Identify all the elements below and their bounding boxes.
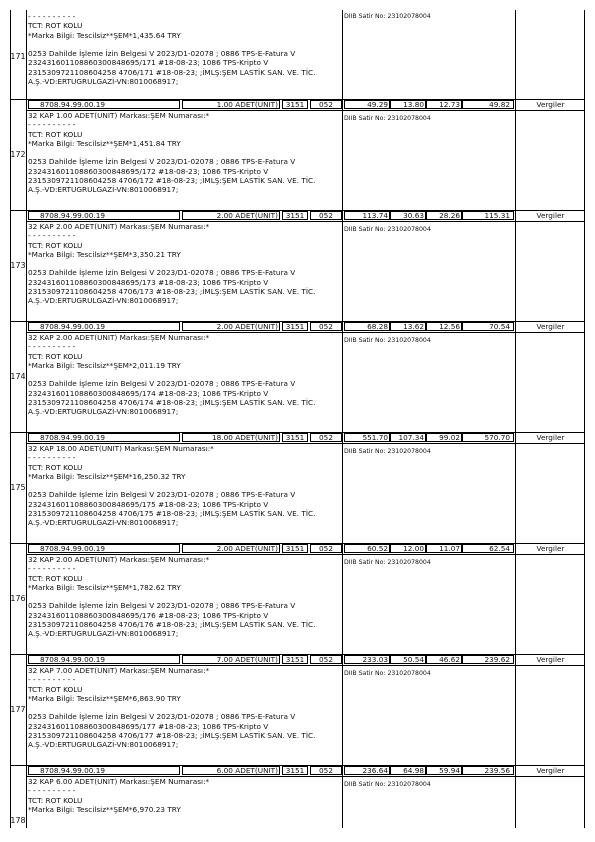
diib-line-number: DIIB Satir No: 23102078004	[344, 13, 431, 20]
description-line: TCT: ROT KOLU	[28, 684, 83, 694]
quantity: 2.00 ADET(UNIT)	[216, 544, 278, 553]
description-line	[28, 40, 346, 49]
code-1: 3151	[285, 100, 305, 109]
item-description	[28, 333, 346, 417]
description-line: *Marka Bilgi: Tescilsiz**ŞEM*2,011.19 TRY	[28, 360, 181, 370]
description-line: *Marka Bilgi: Tescilsiz**ŞEM*1,782.62 TRY	[28, 582, 181, 592]
description-line	[28, 148, 346, 157]
tax-label: Vergiler	[536, 655, 565, 664]
value-4: 239.56	[484, 766, 510, 775]
value-4: 570.70	[484, 433, 510, 442]
description-line: 232431601108860300848695/175 #18-08-23; 1086 TPS-Kripto V	[28, 499, 269, 509]
description-line: A.Ş.-VD:ERTUGRULGAZİ-VN:8010068917;	[28, 629, 179, 639]
code-2: 052	[319, 322, 333, 331]
description-line: A.Ş.-VD:ERTUGRULGAZİ-VN:8010068917;	[28, 518, 179, 528]
item-number: 172	[10, 150, 26, 159]
description-line: TCT: ROT KOLU	[28, 21, 83, 31]
description-line: TCT: ROT KOLU	[28, 573, 83, 583]
tax-label: Vergiler	[536, 211, 565, 220]
description-line: 32 KAP 7.00 ADET(UNIT) Markası:ŞEM Numarası:*	[28, 666, 210, 675]
item-number: 177	[10, 705, 26, 714]
description-line: 2315309721108604258 4706/177 #18-08-23; ;İMLŞ:ŞEM LASTİK SAN. VE. TİC.	[28, 731, 316, 741]
item-number: 173	[10, 261, 26, 270]
diib-line-number: DIIB Satir No: 23102078004	[344, 226, 431, 233]
description-line: 32 KAP 1.00 ADET(UNIT) Markası:ŞEM Numarası:*	[28, 111, 210, 120]
hs-code: 8708.94.99.00.19	[40, 544, 105, 553]
description-line: 32 KAP 2.00 ADET(UNIT) Markası:ŞEM Numarası:*	[28, 333, 210, 342]
hs-code: 8708.94.99.00.19	[40, 100, 105, 109]
description-line: - - - - - - - - - -	[28, 564, 76, 574]
value-2: 30.63	[403, 211, 424, 220]
item-description	[28, 111, 346, 195]
item-description	[28, 222, 346, 306]
description-line: A.Ş.-VD:ERTUGRULGAZİ-VN:8010068917;	[28, 740, 179, 750]
column-divider	[26, 10, 27, 828]
table-border-right	[584, 10, 585, 828]
description-line: 0253 Dahilde İşleme İzin Belgesi V 2023/D1-02078 ; 0886 TPS-E-Fatura V	[28, 601, 296, 611]
quantity: 6.00 ADET(UNIT)	[216, 766, 278, 775]
description-line: - - - - - - - - - -	[28, 12, 76, 21]
value-1: 113.74	[362, 211, 388, 220]
diib-line-number: DIIB Satir No: 23102078004	[344, 670, 431, 677]
description-line: 0253 Dahilde İşleme İzin Belgesi V 2023/D1-02078 ; 0886 TPS-E-Fatura V	[28, 490, 296, 500]
code-1: 3151	[285, 211, 305, 220]
value-3: 12.56	[439, 322, 460, 331]
description-line: A.Ş.-VD:ERTUGRULGAZİ-VN:8010068917;	[28, 185, 179, 195]
code-2: 052	[319, 766, 333, 775]
value-4: 115.31	[484, 211, 510, 220]
tax-label: Vergiler	[536, 766, 565, 775]
hs-code: 8708.94.99.00.19	[40, 211, 105, 220]
value-2: 12.00	[403, 544, 424, 553]
description-line	[28, 592, 346, 601]
value-4: 70.54	[489, 322, 510, 331]
description-line: 232431601108860300848695/173 #18-08-23; 1086 TPS-Kripto V	[28, 277, 269, 287]
description-line: TCT: ROT KOLU	[28, 240, 83, 250]
code-2: 052	[319, 211, 333, 220]
diib-line-number: DIIB Satir No: 23102078004	[344, 337, 431, 344]
description-line: *Marka Bilgi: Tescilsiz**ŞEM*1,435.64 TRY	[28, 30, 181, 40]
description-line: 32 KAP 2.00 ADET(UNIT) Markası:ŞEM Numarası:*	[28, 555, 210, 564]
hs-code: 8708.94.99.00.19	[40, 766, 105, 775]
item-number: 176	[10, 594, 26, 603]
description-line	[28, 259, 346, 268]
code-2: 052	[319, 433, 333, 442]
value-1: 236.64	[362, 766, 388, 775]
value-2: 13.62	[403, 322, 424, 331]
description-line: 0253 Dahilde İşleme İzin Belgesi V 2023/D1-02078 ; 0886 TPS-E-Fatura V	[28, 268, 296, 278]
description-line: - - - - - - - - - -	[28, 675, 76, 685]
item-number: 175	[10, 483, 26, 492]
item-number: 178	[10, 816, 26, 825]
description-line: 2315309721108604258 4706/173 #18-08-23; ;İMLŞ:ŞEM LASTİK SAN. VE. TİC.	[28, 287, 316, 297]
description-line: A.Ş.-VD:ERTUGRULGAZİ-VN:8010068917;	[28, 296, 179, 306]
diib-line-number: DIIB Satir No: 23102078004	[344, 448, 431, 455]
value-4: 62.54	[489, 544, 510, 553]
value-1: 68.28	[367, 322, 388, 331]
description-line: 2315309721108604258 4706/176 #18-08-23; ;İMLŞ:ŞEM LASTİK SAN. VE. TİC.	[28, 620, 316, 630]
code-2: 052	[319, 544, 333, 553]
code-1: 3151	[285, 433, 305, 442]
description-line: TCT: ROT KOLU	[28, 795, 83, 805]
description-line: *Marka Bilgi: Tescilsiz**ŞEM*1,451.84 TRY	[28, 138, 181, 148]
description-line: A.Ş.-VD:ERTUGRULGAZİ-VN:8010068917;	[28, 407, 179, 417]
description-line: TCT: ROT KOLU	[28, 129, 83, 139]
item-description	[28, 12, 346, 86]
quantity: 18.00 ADET(UNIT)	[212, 433, 278, 442]
column-divider	[515, 10, 516, 828]
item-number: 174	[10, 372, 26, 381]
description-line: 0253 Dahilde İşleme İzin Belgesi V 2023/D1-02078 ; 0886 TPS-E-Fatura V	[28, 49, 296, 59]
description-line: - - - - - - - - - -	[28, 231, 76, 241]
description-line: - - - - - - - - - -	[28, 342, 76, 352]
value-1: 551.70	[362, 433, 388, 442]
description-line: *Marka Bilgi: Tescilsiz**ŞEM*16,250.32 TRY	[28, 471, 186, 481]
value-2: 64.98	[403, 766, 424, 775]
description-line	[28, 370, 346, 379]
description-line: 232431601108860300848695/176 #18-08-23; 1086 TPS-Kripto V	[28, 610, 269, 620]
description-line	[28, 481, 346, 490]
diib-line-number: DIIB Satir No: 23102078004	[344, 115, 431, 122]
value-2: 50.54	[403, 655, 424, 664]
description-line: 2315309721108604258 4706/172 #18-08-23; ;İMLŞ:ŞEM LASTİK SAN. VE. TİC.	[28, 176, 316, 186]
value-3: 46.62	[439, 655, 460, 664]
hs-code: 8708.94.99.00.19	[40, 655, 105, 664]
description-line: 232431601108860300848695/177 #18-08-23; 1086 TPS-Kripto V	[28, 721, 269, 731]
value-3: 11.07	[439, 544, 460, 553]
description-line: 0253 Dahilde İşleme İzin Belgesi V 2023/D1-02078 ; 0886 TPS-E-Fatura V	[28, 712, 296, 722]
quantity: 7.00 ADET(UNIT)	[216, 655, 278, 664]
description-line: 2315309721108604258 4706/174 #18-08-23; ;İMLŞ:ŞEM LASTİK SAN. VE. TİC.	[28, 398, 316, 408]
description-line: 0253 Dahilde İşleme İzin Belgesi V 2023/D1-02078 ; 0886 TPS-E-Fatura V	[28, 157, 296, 167]
value-1: 60.52	[367, 544, 388, 553]
code-2: 052	[319, 655, 333, 664]
code-1: 3151	[285, 322, 305, 331]
description-line: *Marka Bilgi: Tescilsiz**ŞEM*3,350.21 TRY	[28, 249, 181, 259]
description-line: 2315309721108604258 4706/171 #18-08-23; ;İMLŞ:ŞEM LASTİK SAN. VE. TİC.	[28, 67, 316, 77]
tax-label: Vergiler	[536, 100, 565, 109]
description-line: TCT: ROT KOLU	[28, 351, 83, 361]
value-3: 12.73	[439, 100, 460, 109]
description-line	[28, 703, 346, 712]
code-2: 052	[319, 100, 333, 109]
diib-line-number: DIIB Satir No: 23102078004	[344, 559, 431, 566]
description-line: 0253 Dahilde İşleme İzin Belgesi V 2023/D1-02078 ; 0886 TPS-E-Fatura V	[28, 379, 296, 389]
value-4: 49.82	[489, 100, 510, 109]
description-line: - - - - - - - - - -	[28, 453, 76, 463]
description-line: 232431601108860300848695/174 #18-08-23; 1086 TPS-Kripto V	[28, 388, 269, 398]
diib-line-number: DIIB Satir No: 23102078004	[344, 781, 431, 788]
code-1: 3151	[285, 655, 305, 664]
value-3: 99.02	[439, 433, 460, 442]
description-line: 32 KAP 18.00 ADET(UNIT) Markası:ŞEM Numarası:*	[28, 444, 214, 453]
description-line: 232431601108860300848695/171 #18-08-23; 1086 TPS-Kripto V	[28, 58, 269, 68]
code-1: 3151	[285, 766, 305, 775]
description-line: 2315309721108604258 4706/175 #18-08-23; ;İMLŞ:ŞEM LASTİK SAN. VE. TİC.	[28, 509, 316, 519]
description-line: TCT: ROT KOLU	[28, 462, 83, 472]
value-1: 233.03	[362, 655, 388, 664]
item-description	[28, 666, 346, 750]
item-number: 171	[10, 52, 26, 61]
description-line: - - - - - - - - - -	[28, 786, 76, 796]
value-4: 239.62	[484, 655, 510, 664]
value-3: 28.26	[439, 211, 460, 220]
hs-code: 8708.94.99.00.19	[40, 322, 105, 331]
item-description	[28, 555, 346, 639]
value-2: 13.80	[403, 100, 424, 109]
description-line: 232431601108860300848695/172 #18-08-23; 1086 TPS-Kripto V	[28, 166, 269, 176]
quantity: 2.00 ADET(UNIT)	[216, 322, 278, 331]
tax-label: Vergiler	[536, 322, 565, 331]
item-description	[28, 444, 346, 528]
value-2: 107.34	[398, 433, 424, 442]
item-description	[28, 777, 346, 814]
code-1: 3151	[285, 544, 305, 553]
tax-label: Vergiler	[536, 433, 565, 442]
description-line: 32 KAP 6.00 ADET(UNIT) Markası:ŞEM Numarası:*	[28, 777, 210, 786]
quantity: 1.00 ADET(UNIT)	[216, 100, 278, 109]
value-1: 49.29	[367, 100, 388, 109]
quantity: 2.00 ADET(UNIT)	[216, 211, 278, 220]
hs-code: 8708.94.99.00.19	[40, 433, 105, 442]
description-line: A.Ş.-VD:ERTUGRULGAZİ-VN:8010068917;	[28, 77, 179, 87]
tax-label: Vergiler	[536, 544, 565, 553]
description-line: *Marka Bilgi: Tescilsiz**ŞEM*6,970.23 TRY	[28, 804, 181, 814]
description-line: - - - - - - - - - -	[28, 120, 76, 130]
value-3: 59.94	[439, 766, 460, 775]
description-line: *Marka Bilgi: Tescilsiz**ŞEM*6,863.90 TRY	[28, 693, 181, 703]
description-line: 32 KAP 2.00 ADET(UNIT) Markası:ŞEM Numarası:*	[28, 222, 210, 231]
declaration-table	[10, 10, 585, 828]
